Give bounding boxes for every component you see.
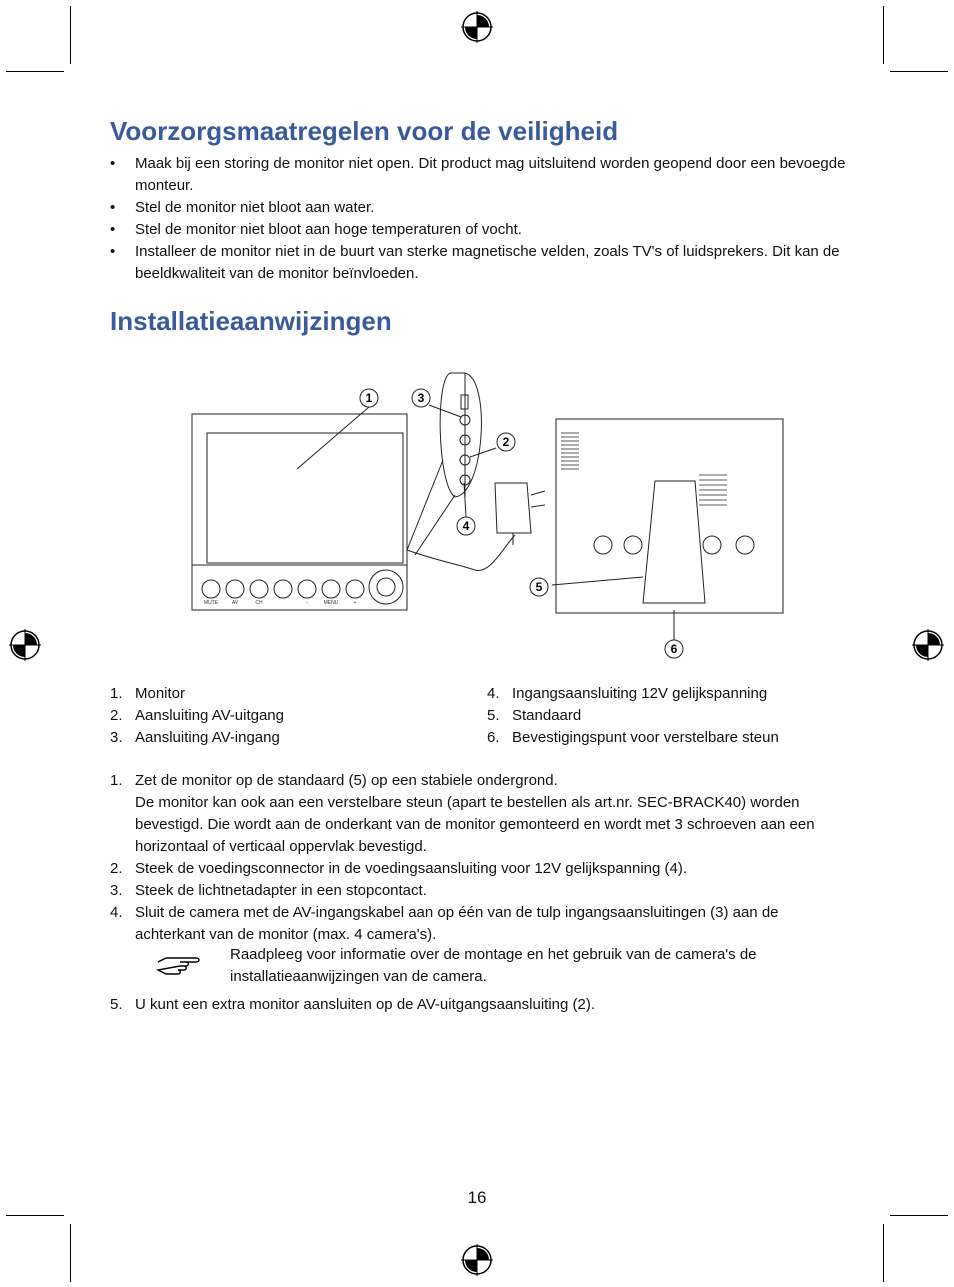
- monitor-front: [192, 414, 407, 610]
- button-label: MENU: [323, 600, 339, 606]
- button-mute: [202, 580, 220, 598]
- pointing-hand-icon: [156, 952, 202, 980]
- bullet-item: • Stel de monitor niet bloot aan water.: [110, 199, 375, 216]
- note-text: Raadpleeg voor informatie over de montage en het gebruik van de camera's de installatieaanwijzingen van de camera.: [230, 946, 757, 985]
- monitor-back: [556, 419, 783, 613]
- legend-item: 2. Aansluiting AV-uitgang: [110, 707, 284, 724]
- registration-mark-icon: [460, 1243, 494, 1277]
- step-item: 3. Steek de lichtnetadapter in een stopcontact.: [110, 882, 427, 899]
- button-label: MUTE: [203, 600, 219, 606]
- button-label: AV: [231, 600, 239, 606]
- bullet-item: • Maak bij een storing de monitor niet open. Dit product mag uitsluitend worden geopend door een bevoegde monteur.: [110, 155, 846, 194]
- button-label: +: [353, 600, 357, 606]
- callout-2: 2: [502, 435, 510, 449]
- monitor-stand: [643, 481, 705, 603]
- callout-5: 5: [535, 580, 543, 594]
- legend-item: 1. Monitor: [110, 685, 186, 702]
- registration-mark-icon: [8, 628, 42, 662]
- step-item: 1. Zet de monitor op de standaard (5) op een stabiele ondergrond.: [110, 772, 558, 789]
- step-item: De monitor kan ook aan een verstelbare steun (apart te bestellen als art.nr. SEC-BRACK40) worden bevestigd. Die wordt aan de onderkant van de monitor gemonteerd en wordt met 3 schroeven aan een horizontaal of verticaal oppervlak bevestigd.: [135, 794, 815, 855]
- button-label: -: [306, 600, 308, 606]
- legend-item: 5. Standaard: [487, 707, 582, 724]
- legend-item: 3. Aansluiting AV-ingang: [110, 729, 280, 746]
- callout-4: 4: [462, 519, 470, 533]
- legend-item: 6. Bevestigingspunt voor verstelbare steun: [487, 729, 779, 746]
- installation-diagram: [185, 365, 795, 665]
- callout-3: 3: [417, 391, 425, 405]
- bullet-item: • Stel de monitor niet bloot aan hoge temperaturen of vocht.: [110, 221, 522, 238]
- page-number: 16: [467, 1188, 487, 1207]
- registration-mark-icon: [460, 10, 494, 44]
- bullet-item: • Installeer de monitor niet in de buurt van sterke magnetische velden, zoals TV's of luidsprekers. Dit kan de beeldkwaliteit van de monitor beïnvloeden.: [110, 243, 840, 282]
- section-title-installation: Installatieaanwijzingen: [110, 306, 392, 336]
- section-title-safety: Voorzorgsmaatregelen voor de veiligheid: [110, 116, 619, 146]
- step-item: 4. Sluit de camera met de AV-ingangskabel aan op één van de tulp ingangsaansluitingen (3) aan de achterkant van de monitor (max. 4 camera's).: [110, 904, 779, 943]
- button-label: CH: [255, 600, 263, 606]
- step-item: 2. Steek de voedingsconnector in de voedingsaansluiting voor 12V gelijkspanning (4).: [110, 860, 688, 877]
- registration-mark-icon: [911, 628, 945, 662]
- callout-6: 6: [670, 642, 678, 656]
- callout-1: 1: [365, 391, 373, 405]
- step-item: 5. U kunt een extra monitor aansluiten op de AV-uitgangsaansluiting (2).: [110, 996, 596, 1013]
- power-adapter: [495, 483, 531, 533]
- legend-item: 4. Ingangsaansluiting 12V gelijkspanning: [487, 685, 768, 702]
